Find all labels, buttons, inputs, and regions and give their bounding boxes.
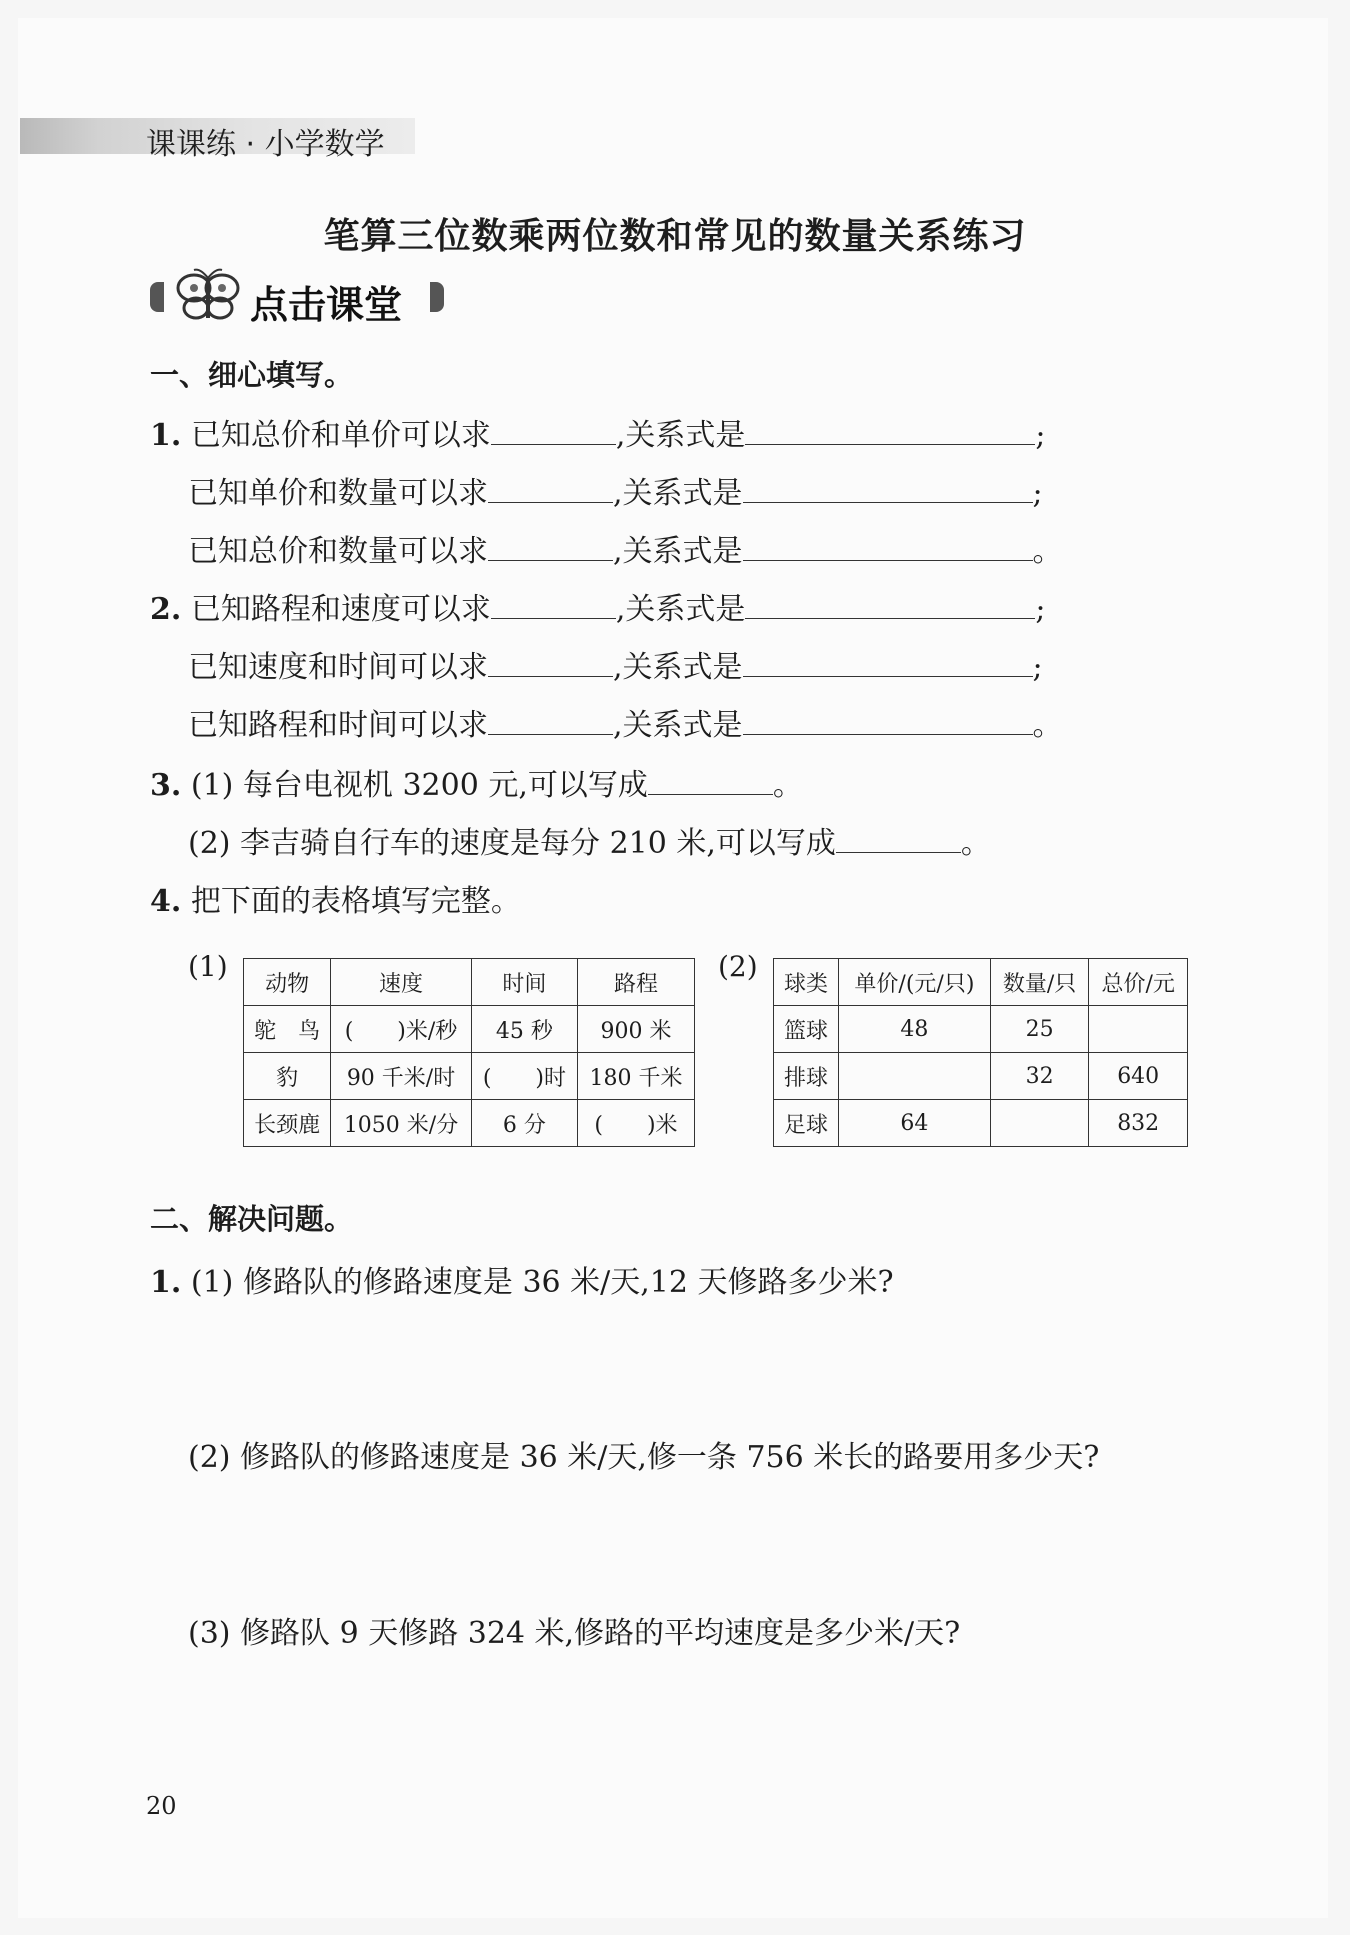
q1-line-1-mid: ,关系式是 (615, 418, 746, 453)
table-cell: 900 米 (577, 1006, 694, 1053)
answer-blank[interactable] (488, 650, 613, 677)
q1-line-3-mid: ,关系式是 (613, 534, 743, 569)
table-header-cell: 单价/(元/只) (839, 959, 991, 1006)
table-cell[interactable]: ( )米 (577, 1100, 694, 1147)
table-cell: 足球 (774, 1100, 839, 1147)
price-table (773, 958, 1188, 1147)
table-cell: 45 秒 (471, 1006, 577, 1053)
table-cell: 48 (839, 1006, 991, 1053)
q1-line-1-prefix: 已知总价和单价可以求 (190, 418, 491, 453)
answer-blank[interactable] (743, 708, 1033, 735)
s2-q1-part-1-text: (1) 修路队的修路速度是 36 米/天,12 天修路多少米? (190, 1265, 894, 1300)
table-header-cell: 速度 (331, 959, 472, 1006)
q2-line-3 (188, 700, 1063, 744)
s2-q1-number: 1. (150, 1265, 182, 1300)
q1-line-2-prefix: 已知单价和数量可以求 (188, 476, 488, 511)
answer-blank[interactable] (491, 418, 616, 445)
table-cell: 180 千米 (577, 1053, 694, 1100)
table-cell: 32 (990, 1053, 1089, 1100)
table-cell[interactable] (990, 1100, 1089, 1147)
table-cell: 鸵 鸟 (244, 1006, 331, 1053)
table-cell: 1050 米/分 (331, 1100, 472, 1147)
q4-number: 4. (150, 884, 182, 919)
table-cell: 豹 (244, 1053, 331, 1100)
answer-blank[interactable] (743, 650, 1033, 677)
book-header: 课课练 · 小学数学 (146, 127, 385, 162)
butterfly-icon (170, 268, 246, 324)
table-cell[interactable] (1089, 1006, 1188, 1053)
q2-line-1-prefix: 已知路程和速度可以求 (190, 592, 491, 627)
table2-label: (2) (718, 950, 758, 983)
page-number: 20 (146, 1792, 177, 1820)
section1-heading: 一、细心填写。 (150, 358, 354, 392)
table-header-cell: 路程 (577, 959, 694, 1006)
answer-blank[interactable] (488, 708, 613, 735)
s2-q1-part-3: (3) 修路队 9 天修路 324 米,修路的平均速度是多少米/天? (188, 1616, 961, 1651)
table-cell: 640 (1089, 1053, 1188, 1100)
q1-line-2 (188, 468, 1043, 512)
table-row (774, 1053, 1188, 1100)
q2-line-3-mid: ,关系式是 (613, 708, 743, 743)
answer-blank[interactable] (745, 418, 1035, 445)
table-cell: 64 (839, 1100, 991, 1147)
q2-line-1 (150, 584, 1046, 628)
table-row (774, 1006, 1188, 1053)
table-cell: 6 分 (471, 1100, 577, 1147)
table-cell: 832 (1089, 1100, 1188, 1147)
q1-line-3-prefix: 已知总价和数量可以求 (188, 534, 488, 569)
table-header-cell: 时间 (471, 959, 577, 1006)
q1-line-1 (150, 410, 1046, 454)
banner-right-cap (430, 282, 444, 312)
page-title: 笔算三位数乘两位数和常见的数量关系练习 (323, 216, 1027, 257)
q2-line-3-end: 。 (1032, 708, 1063, 743)
table-cell: 25 (990, 1006, 1089, 1053)
q2-line-2 (188, 642, 1043, 686)
q2-line-3-prefix: 已知路程和时间可以求 (188, 708, 488, 743)
q2-line-2-mid: ,关系式是 (613, 650, 743, 685)
table-cell[interactable]: ( )时 (471, 1053, 577, 1100)
q1-line-3 (188, 526, 1063, 570)
table-header-cell: 数量/只 (990, 959, 1089, 1006)
q3-part-2-end: 。 (960, 826, 991, 861)
q1-line-2-mid: ,关系式是 (613, 476, 743, 511)
s2-q1-part-1 (150, 1257, 894, 1301)
q1-number: 1. (150, 418, 182, 453)
table-cell: 长颈鹿 (244, 1100, 331, 1147)
table-cell: 排球 (774, 1053, 839, 1100)
table-cell: 90 千米/时 (331, 1053, 472, 1100)
table-header-row (774, 959, 1188, 1006)
q2-line-2-end: ; (1032, 650, 1043, 685)
table-header-row (244, 959, 695, 1006)
q1-line-2-end: ; (1032, 476, 1043, 511)
q4-instruction (150, 876, 521, 920)
table-header-cell: 球类 (774, 959, 839, 1006)
table-cell: 篮球 (774, 1006, 839, 1053)
answer-blank[interactable] (745, 592, 1035, 619)
table-cell[interactable]: ( )米/秒 (331, 1006, 472, 1053)
section-banner (150, 268, 450, 327)
q3-part-1-text: (1) 每台电视机 3200 元,可以写成 (190, 768, 648, 803)
s2-q1-part-2: (2) 修路队的修路速度是 36 米/天,修一条 756 米长的路要用多少天? (188, 1440, 1100, 1475)
answer-blank[interactable] (488, 534, 613, 561)
table-row (244, 1006, 695, 1053)
table-row (774, 1100, 1188, 1147)
answer-blank[interactable] (743, 476, 1033, 503)
table1-label: (1) (188, 950, 228, 983)
q1-line-3-end: 。 (1032, 534, 1063, 569)
table-cell[interactable] (839, 1053, 991, 1100)
q3-part-1-end: 。 (772, 768, 803, 803)
banner-left-cap (150, 282, 164, 312)
speed-table (243, 958, 695, 1147)
q3-part-2-text: (2) 李吉骑自行车的速度是每分 210 米,可以写成 (188, 826, 836, 861)
q1-line-1-end: ; (1035, 418, 1046, 453)
answer-blank[interactable] (488, 476, 613, 503)
answer-blank[interactable] (743, 534, 1033, 561)
section2-heading: 二、解决问题。 (150, 1202, 354, 1236)
q3-part-1 (150, 760, 803, 804)
q4-text: 把下面的表格填写完整。 (190, 884, 521, 919)
q2-number: 2. (150, 592, 182, 627)
q3-number: 3. (150, 768, 182, 803)
table-header-cell: 动物 (244, 959, 331, 1006)
answer-blank[interactable] (491, 592, 616, 619)
q2-line-2-prefix: 已知速度和时间可以求 (188, 650, 488, 685)
q3-part-2 (188, 818, 991, 862)
table-row (244, 1053, 695, 1100)
q2-line-1-mid: ,关系式是 (615, 592, 746, 627)
table-header-cell: 总价/元 (1089, 959, 1188, 1006)
answer-blank[interactable] (648, 768, 773, 795)
table-row (244, 1100, 695, 1147)
answer-blank[interactable] (836, 826, 961, 853)
banner-label: 点击课堂 (250, 283, 403, 327)
q2-line-1-end: ; (1035, 592, 1046, 627)
